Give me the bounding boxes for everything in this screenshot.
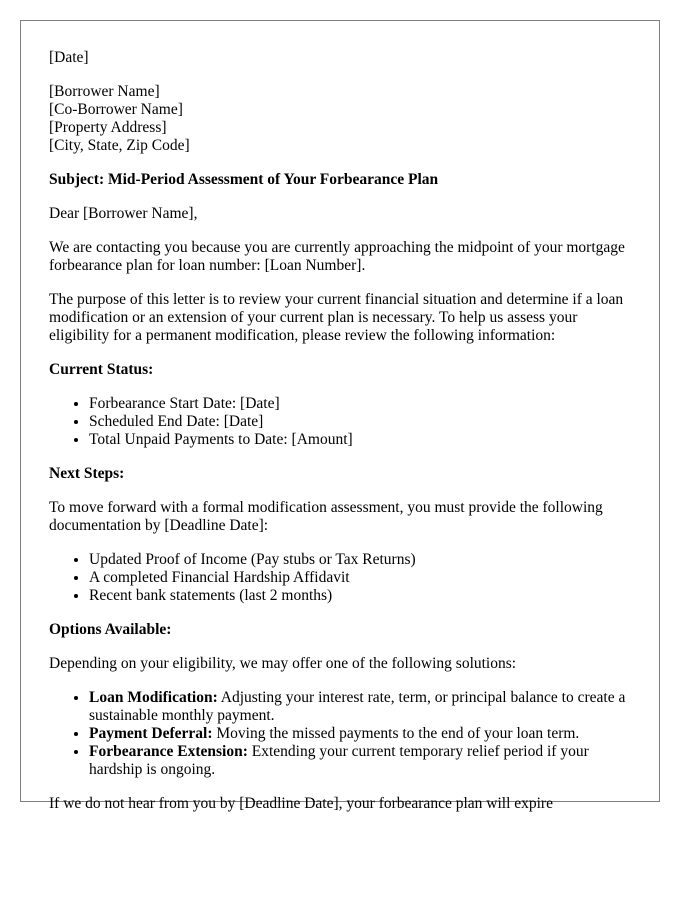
current-status-heading: Current Status: — [49, 361, 154, 378]
documentation-list — [49, 551, 631, 605]
recipient-address — [49, 83, 631, 155]
option-description: Extending your current temporary relief period if your hardship is ongoing. — [89, 743, 589, 778]
next-steps-heading: Next Steps: — [49, 465, 125, 482]
current-status-list — [49, 395, 631, 449]
intro-paragraph: We are contacting you because you are currently approaching the midpoint of your mortgage forbearance plan for loan number: [Loan Number]. — [49, 239, 625, 274]
letter-salutation: Dear [Borrower Name], — [49, 205, 198, 222]
closing-paragraph-cut-off: If we do not hear from you by [Deadline Date], your forbearance plan will expire — [49, 795, 553, 812]
option-term: Forbearance Extension: — [89, 743, 248, 760]
letter-subject: Subject: Mid-Period Assessment of Your Forbearance Plan — [49, 171, 439, 188]
address-line-city-state-zip: [City, State, Zip Code] — [49, 137, 190, 154]
list-item: • Scheduled End Date: [Date] — [89, 413, 631, 431]
list-item — [89, 689, 631, 725]
letter-date: [Date] — [49, 49, 89, 66]
option-description: Adjusting your interest rate, term, or principal balance to create a sustainable monthly payment. — [89, 689, 626, 724]
list-item — [89, 725, 631, 743]
list-item: • Recent bank statements (last 2 months) — [89, 587, 631, 605]
option-term: Payment Deferral: — [89, 725, 213, 742]
address-line-co-borrower: [Co-Borrower Name] — [49, 101, 183, 118]
next-steps-paragraph: To move forward with a formal modification assessment, you must provide the following documentation by [Deadline Date]: — [49, 499, 603, 534]
letter-content — [21, 21, 659, 813]
list-item — [89, 743, 631, 779]
purpose-paragraph: The purpose of this letter is to review your current financial situation and determine if a loan modification or an extension of your current plan is necessary. To help us assess your eligibility for a permanent modification, please review the following information: — [49, 291, 624, 344]
list-item: • Updated Proof of Income (Pay stubs or Tax Returns) — [89, 551, 631, 569]
options-list — [49, 689, 631, 779]
options-heading: Options Available: — [49, 621, 172, 638]
address-line-property: [Property Address] — [49, 119, 167, 136]
option-description: Moving the missed payments to the end of your loan term. — [212, 725, 580, 742]
list-item: • Forbearance Start Date: [Date] — [89, 395, 631, 413]
list-item: • Total Unpaid Payments to Date: [Amount] — [89, 431, 631, 449]
letter-page — [20, 20, 660, 812]
address-line-borrower: [Borrower Name] — [49, 83, 160, 100]
option-term: Loan Modification: — [89, 689, 218, 706]
list-item: • A completed Financial Hardship Affidavit — [89, 569, 631, 587]
options-paragraph: Depending on your eligibility, we may offer one of the following solutions: — [49, 655, 517, 672]
